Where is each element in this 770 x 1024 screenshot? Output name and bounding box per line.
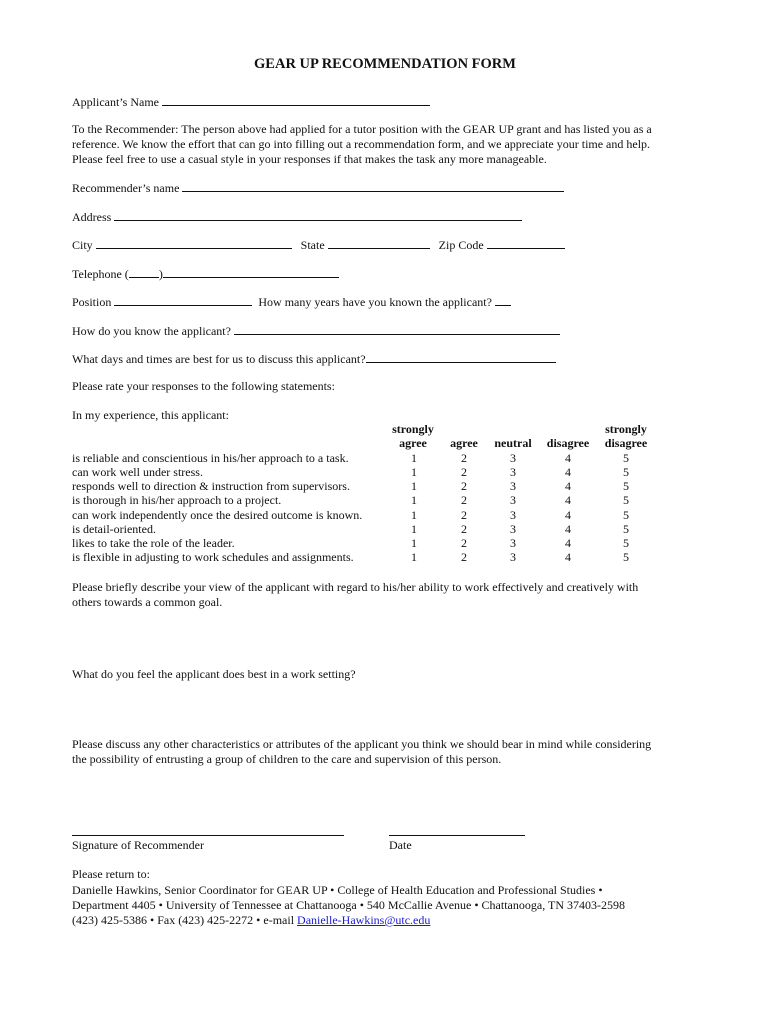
rating-option[interactable]: 2 (461, 536, 467, 550)
rating-option[interactable]: 4 (565, 536, 571, 550)
statement: likes to take the role of the leader. (72, 536, 235, 550)
applicant-name-field[interactable] (162, 93, 430, 106)
rating-option[interactable]: 5 (623, 550, 629, 564)
rating-option[interactable]: 2 (461, 550, 467, 564)
answer-area-other-attributes[interactable] (72, 768, 702, 826)
form-title: GEAR UP RECOMMENDATION FORM (254, 56, 516, 72)
rating-option[interactable]: 3 (510, 465, 516, 479)
rating-option[interactable]: 3 (510, 550, 516, 564)
statement: responds well to direction & instruction from supervisors. (72, 479, 350, 493)
rating-option[interactable]: 5 (623, 536, 629, 550)
rating-option[interactable]: 2 (461, 522, 467, 536)
email-link[interactable]: Danielle-Hawkins@utc.edu (297, 913, 431, 927)
years-known-label: How many years have you known the applicant? (258, 295, 492, 309)
days-times-label: What days and times are best for us to discuss this applicant? (72, 352, 366, 366)
state-label: State (300, 238, 325, 252)
recommender-name-row (72, 179, 564, 196)
header-strongly-disagree (598, 422, 654, 450)
rating-lead: In my experience, this applicant: (72, 408, 229, 422)
recommender-name-label: Recommender’s name (72, 181, 180, 195)
rating-option[interactable]: 5 (623, 493, 629, 507)
question-teamwork (72, 580, 702, 610)
how-know-label: How do you know the applicant? (72, 324, 231, 338)
question-line: others towards a common goal. (72, 595, 223, 609)
intro-paragraph (72, 122, 702, 167)
rating-option[interactable]: 4 (565, 451, 571, 465)
statement: is thorough in his/her approach to a project. (72, 493, 282, 507)
rating-option[interactable]: 5 (623, 451, 629, 465)
signature-label: Signature of Recommender (72, 838, 204, 852)
rating-option[interactable]: 1 (411, 508, 417, 522)
rating-option[interactable]: 4 (565, 493, 571, 507)
return-line (72, 913, 702, 928)
statement: is detail-oriented. (72, 522, 156, 536)
address-field[interactable] (114, 208, 522, 221)
rating-option[interactable]: 1 (411, 522, 417, 536)
intro-line: reference. We know the effort that can go into filling out a recommendation form, and we appreciate your time and help. (72, 137, 651, 151)
telephone-row (72, 265, 339, 282)
applicant-name-label: Applicant’s Name (72, 95, 159, 109)
position-row (72, 293, 511, 310)
city-label: City (72, 238, 93, 252)
rating-option[interactable]: 1 (411, 550, 417, 564)
date-label: Date (389, 838, 412, 852)
statement: is reliable and conscientious in his/her approach to a task. (72, 451, 349, 465)
rating-option[interactable]: 2 (461, 465, 467, 479)
signature-line[interactable] (72, 835, 344, 836)
rating-option[interactable]: 5 (623, 479, 629, 493)
days-times-field[interactable] (366, 350, 556, 363)
statement: can work well under stress. (72, 465, 203, 479)
rating-option[interactable]: 1 (411, 493, 417, 507)
date-line[interactable] (389, 835, 525, 836)
area-code-field[interactable] (129, 265, 159, 278)
years-known-field[interactable] (495, 293, 511, 306)
rating-option[interactable]: 1 (411, 479, 417, 493)
rating-option[interactable]: 3 (510, 479, 516, 493)
header-disagree: disagree (546, 436, 590, 450)
question-line: Please briefly describe your view of the applicant with regard to his/her ability to work effectively and creatively with (72, 580, 639, 594)
header-text: strongly (392, 422, 434, 436)
header-strongly-agree (388, 422, 438, 450)
position-field[interactable] (114, 293, 252, 306)
statement: can work independently once the desired outcome is known. (72, 508, 363, 522)
rating-option[interactable]: 1 (411, 465, 417, 479)
rating-option[interactable]: 5 (623, 465, 629, 479)
days-times-row (72, 350, 556, 367)
rating-option[interactable]: 2 (461, 493, 467, 507)
address-label: Address (72, 210, 112, 224)
telephone-close-paren: ) (158, 267, 163, 281)
rating-option[interactable]: 4 (565, 465, 571, 479)
rating-option[interactable]: 3 (510, 451, 516, 465)
position-label: Position (72, 295, 112, 309)
statement: is flexible in adjusting to work schedules and assignments. (72, 550, 354, 564)
rating-option[interactable]: 5 (623, 508, 629, 522)
rating-option[interactable]: 4 (565, 550, 571, 564)
header-text: disagree (604, 436, 648, 450)
address-row (72, 208, 522, 225)
header-text: strongly (605, 422, 647, 436)
telephone-field[interactable] (163, 265, 339, 278)
question-best-at: What do you feel the applicant does best in a work setting? (72, 667, 356, 681)
question-line: Please discuss any other characteristics or attributes of the applicant you think we should bear in mind while considering (72, 737, 652, 751)
answer-area-best-at[interactable] (72, 684, 702, 736)
state-field[interactable] (328, 236, 430, 249)
zip-field[interactable] (487, 236, 565, 249)
rating-option[interactable]: 3 (510, 522, 516, 536)
question-line: the possibility of entrusting a group of children to the care and supervision of this person. (72, 752, 502, 766)
rating-option[interactable]: 3 (510, 536, 516, 550)
rating-option[interactable]: 4 (565, 479, 571, 493)
rating-option[interactable]: 3 (510, 493, 516, 507)
applicant-name-row (72, 93, 430, 110)
rating-option[interactable]: 2 (461, 451, 467, 465)
how-know-field[interactable] (234, 322, 560, 335)
rating-option[interactable]: 4 (565, 522, 571, 536)
intro-line: To the Recommender: The person above had applied for a tutor position with the GEAR UP grant and has listed you as a (72, 122, 652, 136)
answer-area-teamwork[interactable] (72, 610, 702, 662)
return-line: Department 4405 • University of Tennessee at Chattanooga • 540 McCallie Avenue • Chattanooga, TN 37403-2598 (72, 898, 625, 912)
intro-line: Please feel free to use a casual style in your responses if that makes the task any more manageable. (72, 152, 547, 166)
city-field[interactable] (96, 236, 292, 249)
how-know-row (72, 322, 560, 339)
header-agree: agree (450, 436, 478, 450)
rating-option[interactable]: 1 (411, 536, 417, 550)
rating-option[interactable]: 2 (461, 508, 467, 522)
recommender-name-field[interactable] (182, 179, 564, 192)
header-neutral: neutral (494, 436, 532, 450)
return-line: Danielle Hawkins, Senior Coordinator for GEAR UP • College of Health Education and Professional Studies • (72, 883, 603, 897)
rating-option[interactable]: 3 (510, 508, 516, 522)
zip-label: Zip Code (438, 238, 484, 252)
city-state-zip-row (72, 236, 565, 253)
rating-prompt: Please rate your responses to the following statements: (72, 379, 335, 393)
rating-option[interactable]: 4 (565, 508, 571, 522)
question-other-attributes (72, 737, 702, 767)
rating-option[interactable]: 2 (461, 479, 467, 493)
rating-option[interactable]: 1 (411, 451, 417, 465)
return-block (72, 867, 702, 928)
contact-numbers: (423) 425-5386 • Fax (423) 425-2272 • e-mail (72, 913, 298, 927)
header-text: agree (399, 436, 427, 450)
telephone-label: Telephone ( (72, 267, 129, 281)
rating-option[interactable]: 5 (623, 522, 629, 536)
return-heading: Please return to: (72, 867, 150, 881)
